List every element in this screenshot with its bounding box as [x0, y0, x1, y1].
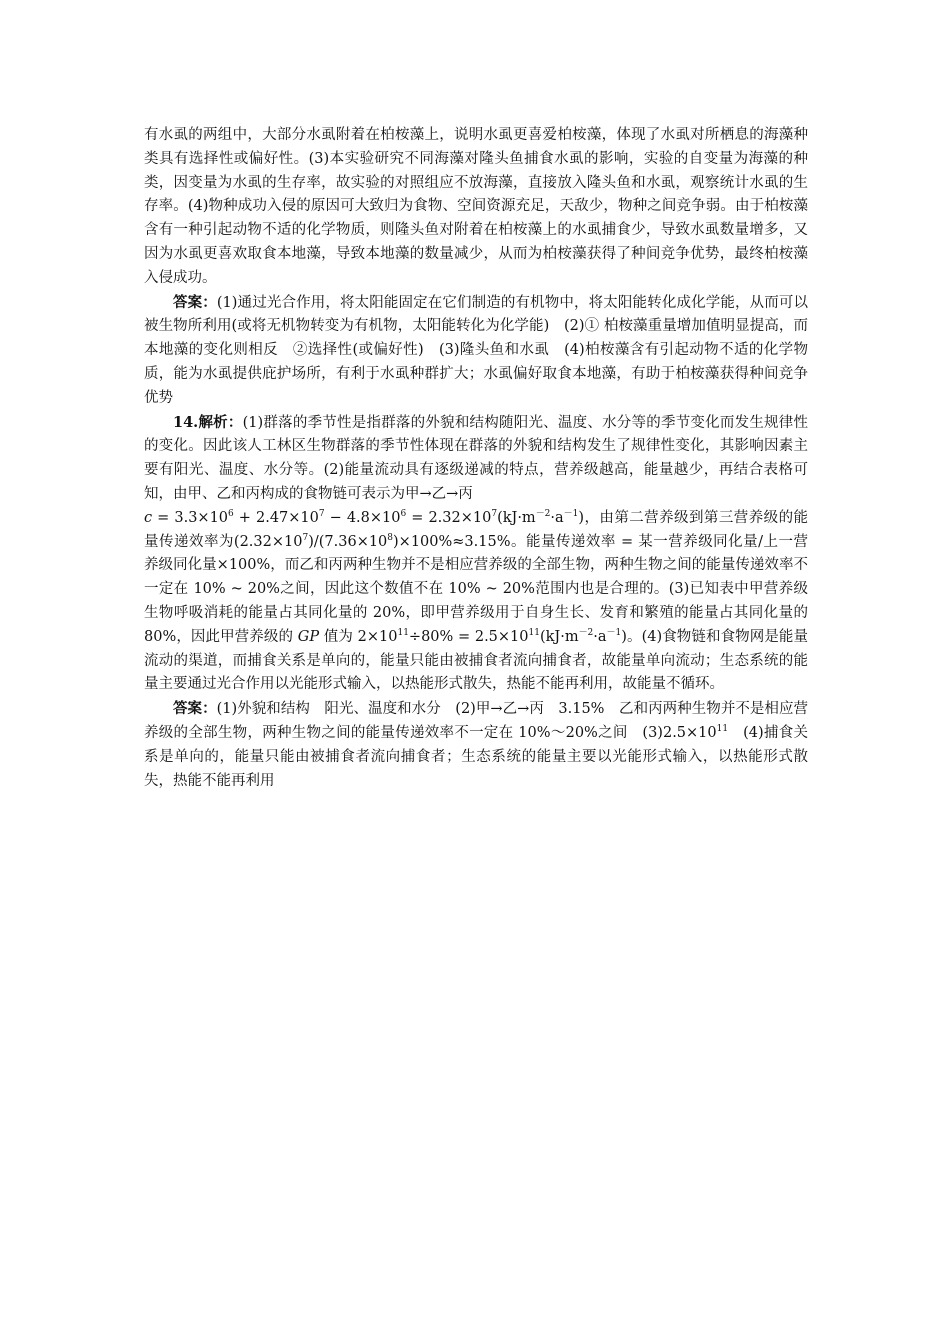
answer-13: [144, 291, 808, 411]
document-page: [144, 124, 808, 793]
question-14-label: 14.解析：: [173, 413, 243, 431]
answer-label: 答案：: [173, 293, 217, 311]
explanation-14: 14.解析：(1)群落的季节性是指群落的外貌和结构随阳光、温度、水分等的季节变化而发生规律性的变化。因此该人工林区生物群落的季节性体现在群落的外貌和结构发生了规律性变化，其影响因素主要有阳光、温度、水分等。(2)能量流动具有逐级递减的特点，营养级越高，能量越少，再结合表格可知，由甲、乙和丙构成的食物链可表示为甲→乙→丙 $c = 3.3\times 10^6 + 2.47\times 10^7 - 4.8\times 10^6 = 2.32\times 10^7(kJ\cdot m^{-2}\cdot a^{-1})$，由第二营养级到第三营养级的能量传递效率为$(2.32\times 10^7)/(7.36\times 10^8)\times 100\%\approx 3.15\%$。能量传递效率 = 某一营养级同化量/上一营养级同化量×100%，而乙和丙两种生物并不是相应营养级的全部生物，两种生物之间的能量传递效率不一定在 10% ~ 20%之间，因此这个数值不在 10% ~ 20%范围内也是合理的。(3)已知表中甲营养级生物呼吸消耗的能量占其同化量的 20%，即甲营养级用于自身生长、发育和繁殖的能量占其同化量的 80%，因此甲营养级的 GP 值为 $2\times 10^{11}\div 80\% = 2.5\times 10^{11}(kJ\cdot m^{-2}\cdot a^{-1})$。(4)食物链和食物网是能量流动的渠道，而捕食关系是单向的，能量只能由被捕食者流向捕食者，故能量单向流动；生态系统的能量主要通过光合作用以光能形式输入，以热能形式散失，热能不能再利用，故能量不循环。: [144, 413, 809, 693]
answer-label: 答案：: [173, 700, 217, 718]
explanation-13-continued: 有水虱的两组中，大部分水虱附着在柏桉藻上，说明水虱更喜爱柏桉藻，体现了水虱对所栖息的海藻种类具有选择性或偏好性。(3)本实验研究不同海藻对隆头鱼捕食水虱的影响，实验的自变量为海藻的种类，因变量为水虱的生存率，故实验的对照组应不放海藻，直接放入隆头鱼和水虱，观察统计水虱的生存率。(4)物种成功入侵的原因可大致归为食物、空间资源充足，天敌少，物种之间竞争弱。由于柏桉藻含有一种引起动物不适的化学物质，则隆头鱼对附着在柏桉藻上的水虱捕食少，导致水虱数量增多，又因为水虱更喜欢取食本地藻，导致本地藻的数量减少，从而为柏桉藻获得了种间竞争优势，最终柏桉藻入侵成功。: [144, 127, 808, 286]
answer-14: 答案：(1)外貌和结构 阳光、温度和水分 (2)甲→乙→丙 3.15% 乙和丙两种生物并不是相应营养级的全部生物，两种生物之间的能量传递效率不一定在 10%～20%之间 $(3)2.5\times 10^{11}$ (4)捕食关系是单向的，能量只能由被捕食者流向捕食者；生态系统的能量主要以光能形式输入，以热能形式散失，热能不能再利用: [144, 700, 809, 789]
answer-13-text: (1)通过光合作用，将太阳能固定在它们制造的有机物中，将太阳能转化成化学能，从而可以被生物所利用(或将无机物转变为有机物，太阳能转化为化学能) (2)① 柏桉藻重量增加值明显提高，而本地藻的变化则相反 ②选择性(或偏好性) (3)隆头鱼和水虱 (4)柏桉藻含有引起动物不适的化学物质，能为水虱提供庇护场所，有利于水虱种群扩大；水虱偏好取食本地藻，有助于柏桉藻获得种间竞争优势: [144, 294, 808, 406]
